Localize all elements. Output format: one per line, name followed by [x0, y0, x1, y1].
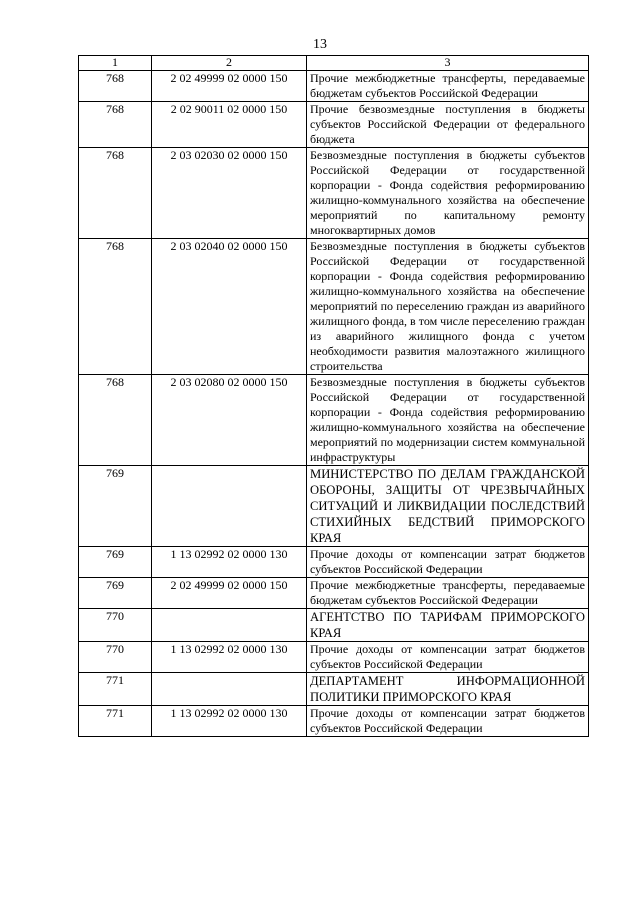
- budget-code-cell: 1 13 02992 02 0000 130: [152, 642, 307, 673]
- table-row: [79, 466, 589, 547]
- admin-code-cell: 768: [79, 375, 152, 466]
- admin-code-cell: 768: [79, 148, 152, 239]
- budget-code-cell: 1 13 02992 02 0000 130: [152, 547, 307, 578]
- income-name-cell: Безвозмездные поступления в бюджеты субъектов Российской Федерации от государственной корпорации - Фонда содействия реформированию жилищно-коммунального хозяйства на обеспечение мероприятий по модернизации систем коммунальной инфраструктуры: [307, 375, 589, 466]
- budget-code-cell: 2 02 49999 02 0000 150: [152, 578, 307, 609]
- budget-code-cell: [152, 673, 307, 706]
- budget-code-cell: 2 03 02040 02 0000 150: [152, 239, 307, 375]
- budget-code-cell: 2 03 02030 02 0000 150: [152, 148, 307, 239]
- department-name-cell: ДЕПАРТАМЕНТ ИНФОРМАЦИОННОЙ ПОЛИТИКИ ПРИМОРСКОГО КРАЯ: [307, 673, 589, 706]
- budget-code-cell: 1 13 02992 02 0000 130: [152, 706, 307, 737]
- budget-code-cell: [152, 466, 307, 547]
- admin-code-cell: 770: [79, 609, 152, 642]
- income-name-cell: Прочие межбюджетные трансферты, передаваемые бюджетам субъектов Российской Федерации: [307, 578, 589, 609]
- column-header-1: 1: [79, 56, 152, 71]
- table-body: [79, 71, 589, 737]
- income-name-cell: Безвозмездные поступления в бюджеты субъектов Российской Федерации от государственной корпорации - Фонда содействия реформированию жилищно-коммунального хозяйства на обеспечение мероприятий по капитальному ремонту многоквартирных домов: [307, 148, 589, 239]
- income-name-cell: Прочие безвозмездные поступления в бюджеты субъектов Российской Федерации от федерального бюджета: [307, 102, 589, 148]
- admin-code-cell: 769: [79, 466, 152, 547]
- table-row: [79, 375, 589, 466]
- admin-code-cell: 771: [79, 673, 152, 706]
- budget-code-cell: 2 02 90011 02 0000 150: [152, 102, 307, 148]
- table-row: [79, 578, 589, 609]
- admin-code-cell: 768: [79, 71, 152, 102]
- table-row: [79, 706, 589, 737]
- admin-code-cell: 768: [79, 102, 152, 148]
- budget-code-cell: [152, 609, 307, 642]
- column-header-2: 2: [152, 56, 307, 71]
- budget-codes-table: [78, 55, 589, 737]
- department-name-cell: МИНИСТЕРСТВО ПО ДЕЛАМ ГРАЖДАНСКОЙ ОБОРОНЫ, ЗАЩИТЫ ОТ ЧРЕЗВЫЧАЙНЫХ СИТУАЦИЙ И ЛИКВИДАЦИИ ПОСЛЕДСТВИЙ СТИХИЙНЫХ БЕДСТВИЙ ПРИМОРСКОГО КРАЯ: [307, 466, 589, 547]
- table-row: [79, 642, 589, 673]
- page-number: 13: [313, 37, 327, 52]
- admin-code-cell: 769: [79, 578, 152, 609]
- income-name-cell: Безвозмездные поступления в бюджеты субъектов Российской Федерации от государственной корпорации - Фонда содействия реформированию жилищно-коммунального хозяйства на обеспечение мероприятий по переселению граждан из аварийного жилищного фонда, в том числе переселению граждан из аварийного жилищного фонда с учетом необходимости развития малоэтажного жилищного строительства: [307, 239, 589, 375]
- admin-code-cell: 769: [79, 547, 152, 578]
- admin-code-cell: 770: [79, 642, 152, 673]
- column-header-3: 3: [307, 56, 589, 71]
- admin-code-cell: 768: [79, 239, 152, 375]
- income-name-cell: Прочие доходы от компенсации затрат бюджетов субъектов Российской Федерации: [307, 642, 589, 673]
- income-name-cell: Прочие доходы от компенсации затрат бюджетов субъектов Российской Федерации: [307, 706, 589, 737]
- table-header-row: [79, 56, 589, 71]
- budget-code-cell: 2 03 02080 02 0000 150: [152, 375, 307, 466]
- table-row: [79, 102, 589, 148]
- department-name-cell: АГЕНТСТВО ПО ТАРИФАМ ПРИМОРСКОГО КРАЯ: [307, 609, 589, 642]
- table-row: [79, 673, 589, 706]
- table-row: [79, 547, 589, 578]
- table-row: [79, 239, 589, 375]
- table-row: [79, 71, 589, 102]
- income-name-cell: Прочие межбюджетные трансферты, передаваемые бюджетам субъектов Российской Федерации: [307, 71, 589, 102]
- budget-code-cell: 2 02 49999 02 0000 150: [152, 71, 307, 102]
- table-row: [79, 609, 589, 642]
- table-row: [79, 148, 589, 239]
- admin-code-cell: 771: [79, 706, 152, 737]
- income-name-cell: Прочие доходы от компенсации затрат бюджетов субъектов Российской Федерации: [307, 547, 589, 578]
